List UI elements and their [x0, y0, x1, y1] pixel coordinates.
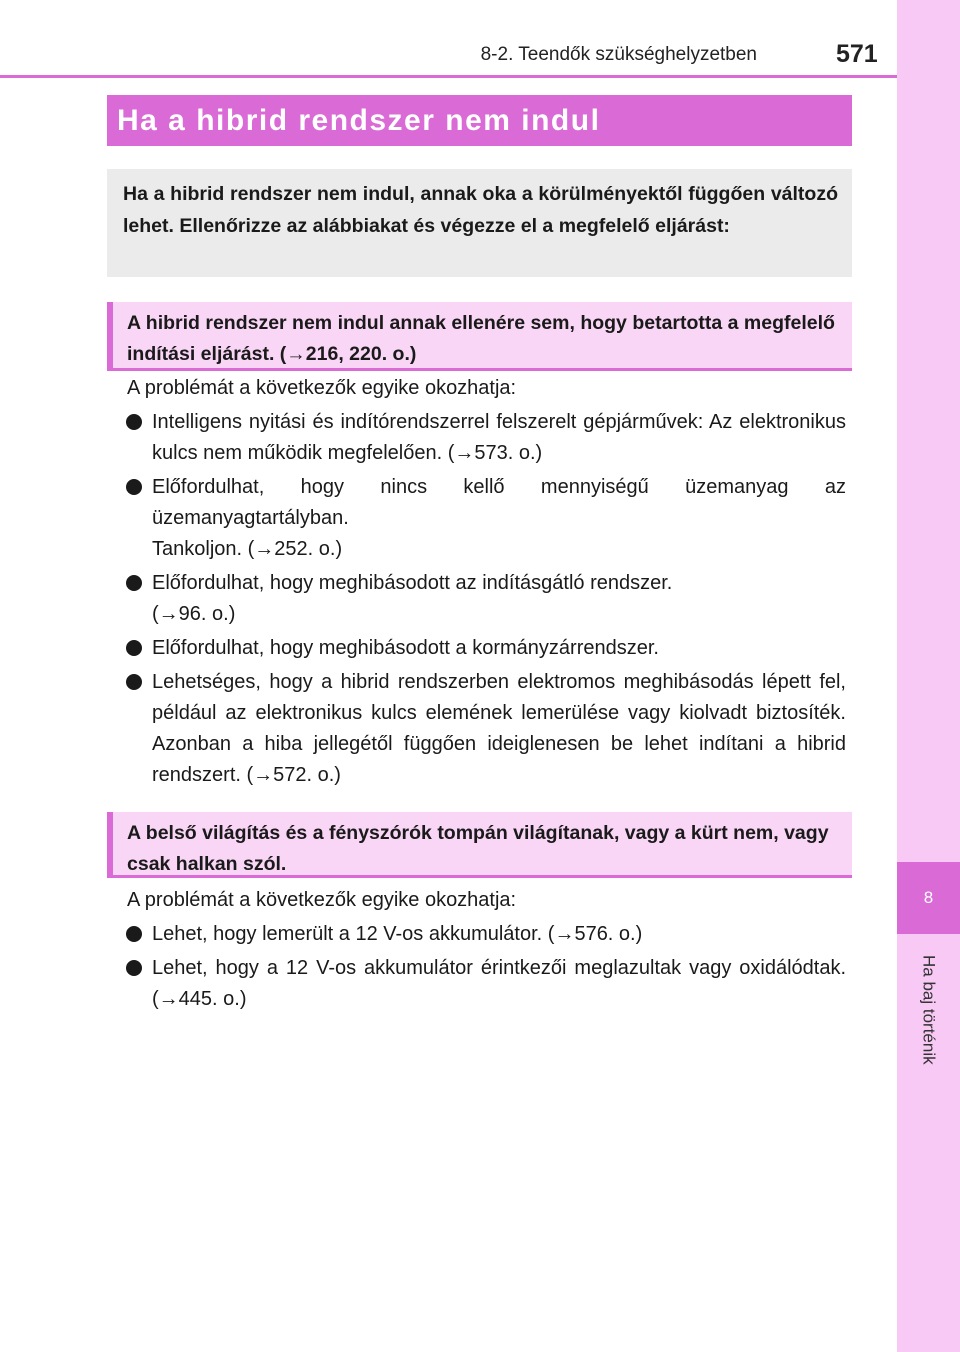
bullet-icon	[126, 674, 142, 690]
bullet-icon	[126, 575, 142, 591]
bullet-icon	[126, 414, 142, 430]
chapter-title: Ha baj történik	[919, 955, 939, 1065]
chapter-title-tab	[897, 940, 960, 1100]
section-body-2	[107, 885, 852, 1015]
list-item: Lehet, hogy a 12 V-os akkumulátor érintkezői meglazultak vagy oxidálódtak. (→445. o.)	[107, 953, 852, 1015]
section-heading-1	[107, 302, 852, 371]
page-title-text: Ha a hibrid rendszer nem indul	[117, 103, 601, 137]
section-lead: A problémát a következők egyike okozhatja:	[127, 889, 517, 911]
chapter-number-tab	[897, 862, 960, 934]
bullet-icon	[126, 926, 142, 942]
section-lead: A problémát a következők egyike okozhatja:	[127, 377, 517, 399]
intro-box	[107, 169, 852, 277]
section-body-1	[107, 373, 852, 791]
bullet-list	[107, 919, 852, 1015]
bullet-icon	[126, 640, 142, 656]
list-item: Előfordulhat, hogy nincs kellő mennyiségű üzemanyag az üzemanyagtartályban. Tankoljon. (→252. o.)	[107, 472, 852, 565]
list-item: Lehet, hogy lemerült a 12 V-os akkumulátor. (→576. o.)	[107, 919, 852, 950]
section-heading-text: A belső világítás és a fényszórók tompán világítanak, vagy a kürt nem, vagy csak halkan szól.	[127, 822, 829, 875]
section-header: 8-2. Teendők szükséghelyzetben	[480, 44, 757, 65]
section-heading-2	[107, 812, 852, 878]
intro-text: Ha a hibrid rendszer nem indul, annak oka a körülményektől függően változó lehet. Ellenőrizze az alábbiakat és végezze el a megfelelő eljárást:	[123, 183, 838, 237]
side-tab	[897, 0, 960, 1352]
list-item: Intelligens nyitási és indítórendszerrel felszerelt gépjárművek: Az elektronikus kulcs nem működik megfelelően. (→573. o.)	[107, 407, 852, 469]
bullet-list	[107, 407, 852, 791]
page-title	[107, 95, 852, 146]
bullet-icon	[126, 479, 142, 495]
chapter-number: 8	[923, 888, 934, 907]
list-item: Előfordulhat, hogy meghibásodott a kormányzárrendszer.	[107, 633, 852, 664]
page-number: 571	[836, 40, 878, 68]
bullet-icon	[126, 960, 142, 976]
header-rule	[0, 75, 897, 78]
list-item: Előfordulhat, hogy meghibásodott az indításgátló rendszer. (→96. o.)	[107, 568, 852, 630]
list-item: Lehetséges, hogy a hibrid rendszerben elektromos meghibásodás lépett fel, például az elektronikus kulcs elemének lemerülése vagy kiolvadt biztosíték. Azonban a hiba jellegétől függően ideiglenesen be lehet indítani a hibrid rendszert. (→572. o.)	[107, 667, 852, 791]
section-heading-text: A hibrid rendszer nem indul annak ellenére sem, hogy betartotta a megfelelő indítási eljárást. (→216, 220. o.)	[127, 312, 835, 365]
